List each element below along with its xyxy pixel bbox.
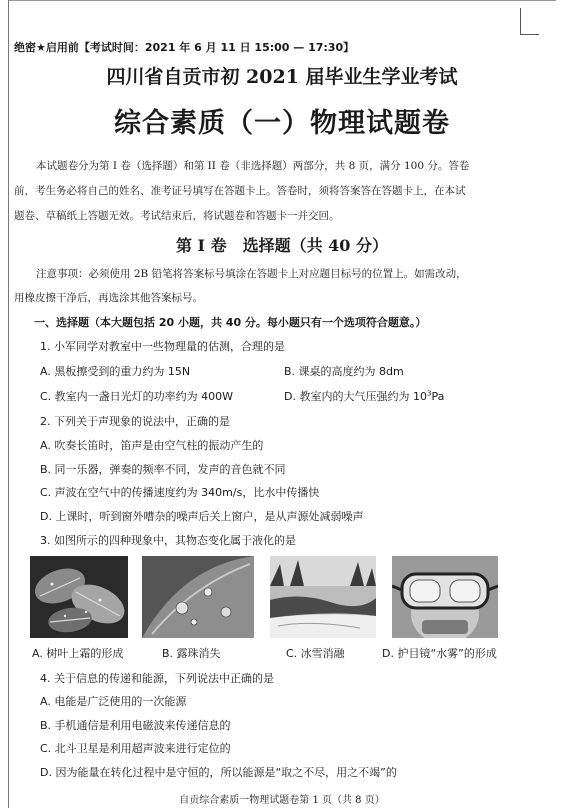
intro-line: 本试题卷分为第 I 卷（选择题）和第 II 卷（非选择题）两部分，共 8 页，满分 100 分。答卷 [36, 160, 470, 172]
option-c: C. 声波在空气中的传播速度约为 340m/s，比水中传播快 [40, 486, 320, 499]
option-d-exponent: 3 [426, 389, 432, 398]
caption-a: A. 树叶上霜的形成 [32, 647, 124, 660]
option-d [284, 388, 444, 404]
part-heading: 一、选择题（本大题包括 20 小题，共 40 分。每小题只有一个选项符合题意。） [34, 316, 427, 329]
page-footer: 自贡综合素质一物理试题卷第 1 页（共 8 页） [179, 795, 385, 806]
photo-fogged-goggles [392, 556, 498, 638]
option-d: D. 因为能量在转化过程中是守恒的，所以能源是“取之不尽，用之不竭”的 [40, 766, 397, 779]
option-d-text: D. 教室内的大气压强约为 10 [284, 390, 427, 403]
option-d-unit: Pa [431, 390, 445, 403]
option-a: A. 黑板擦受到的重力约为 15N [40, 365, 191, 378]
paper-title: 综合素质（一）物理试题卷 [114, 108, 450, 139]
exam-title: 四川省自贡市初 2021 届毕业生学业考试 [106, 66, 458, 88]
intro-line: 题卷、草稿纸上答题无效。考试结束后，将试题卷和答题卡一并交回。 [14, 210, 340, 222]
photo-dew-drops [142, 556, 254, 638]
crop-mark [520, 8, 539, 35]
caption-c: C. 冰雪消融 [286, 647, 345, 660]
option-c: C. 教室内一盏日光灯的功率约为 400W [40, 390, 234, 403]
photo-melting-snow [270, 556, 376, 638]
question-stem: 1. 小军同学对教室中一些物理量的估测，合理的是 [40, 340, 285, 353]
option-a: A. 吹奏长笛时，笛声是由空气柱的振动产生的 [40, 439, 264, 452]
secret-line: 绝密★启用前【考试时间：2021 年 6 月 11 日 15:00 — 17:30】 [14, 41, 355, 54]
notice-line: 用橡皮擦干净后，再选涂其他答案标号。 [14, 292, 203, 304]
option-b: B. 同一乐器，弹奏的频率不同，发声的音色就不同 [40, 463, 286, 476]
caption-d: D. 护目镜“水雾”的形成 [382, 647, 497, 660]
option-b: B. 课桌的高度约为 8dm [284, 365, 404, 378]
option-d: D. 上课时，听到窗外嘈杂的噪声后关上窗户，是从声源处减弱噪声 [40, 510, 364, 523]
option-a: A. 电能是广泛使用的一次能源 [40, 695, 187, 708]
option-c: C. 北斗卫星是利用超声波来进行定位的 [40, 742, 231, 755]
notice-line: 注意事项：必须使用 2B 铅笔将答案标号填涂在答题卡上对应题目标号的位置上。如需改动， [36, 268, 467, 280]
photo-frost-leaves [30, 556, 128, 638]
page-border-top [8, 0, 556, 1]
question-stem: 4. 关于信息的传递和能源，下列说法中正确的是 [40, 672, 274, 685]
section-title: 第 I 卷 选择题（共 40 分） [175, 236, 389, 255]
option-b: B. 手机通信是利用电磁波来传递信息的 [40, 719, 231, 732]
question-stem: 2. 下列关于声现象的说法中，正确的是 [40, 415, 230, 428]
caption-b: B. 露珠消失 [162, 647, 221, 660]
question-stem: 3. 如图所示的四种现象中，其物态变化属于液化的是 [40, 534, 296, 547]
intro-line: 前，考生务必将自己的姓名、准考证号填写在答题卡上。答卷时，须将答案答在答题卡上，在本试 [14, 185, 466, 197]
